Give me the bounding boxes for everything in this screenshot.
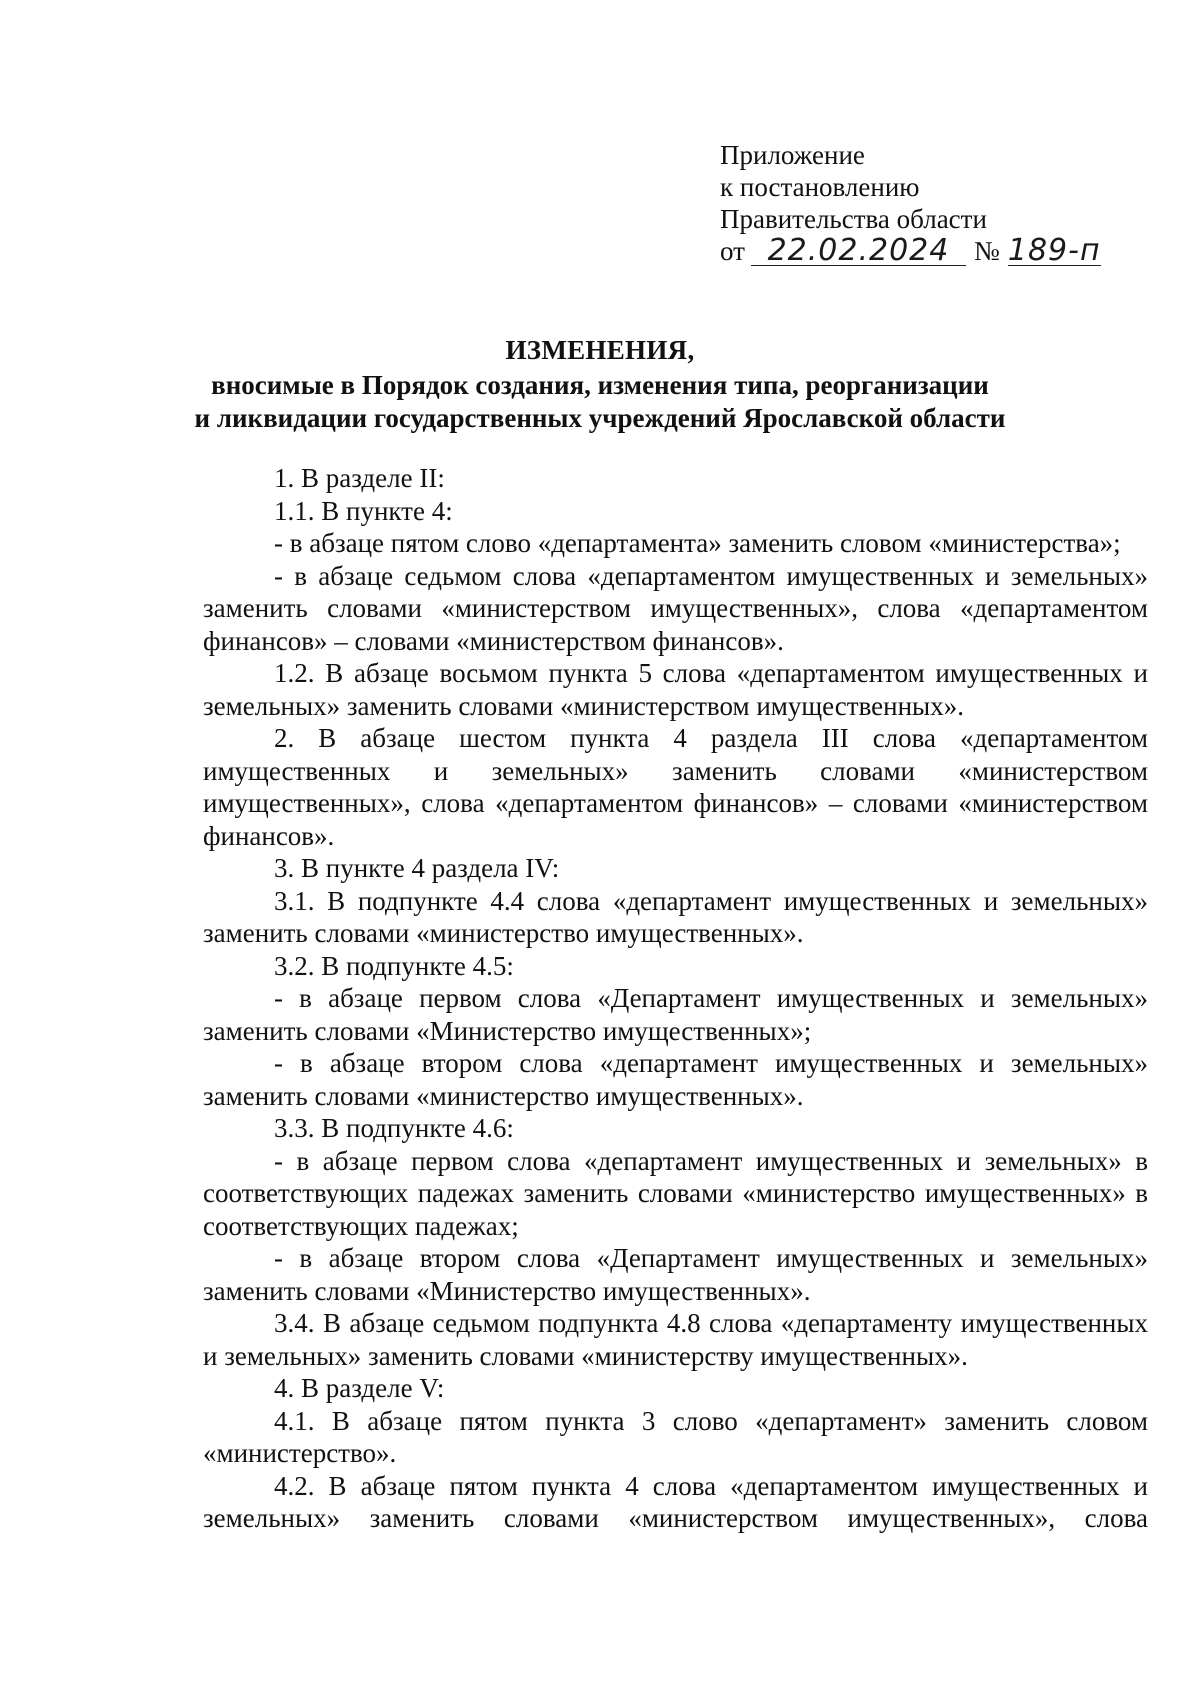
document-subtitle-line-1: вносимые в Порядок создания, изменения типа, реорганизации: [211, 370, 989, 400]
paragraph-3-4: 3.4. В абзаце седьмом подпункта 4.8 слова «департаменту имущественных и земельных» заменить словами «министерству имущественных».: [203, 1308, 1148, 1371]
paragraph-3-2-b: - в абзаце втором слова «департамент имущественных и земельных» заменить словами «министерство имущественных».: [203, 1048, 1148, 1111]
number-sign: №: [973, 236, 1000, 266]
approval-line-appendix: Приложение: [720, 140, 865, 170]
document-body: [203, 462, 1148, 1535]
document-subtitle-line-2: и ликвидации государственных учреждений Ярославской области: [194, 403, 1006, 433]
paragraph-3-3-a: - в абзаце первом слова «департамент имущественных и земельных» в соответствующих падежах заменить словами «министерство имущественных» в соответствующих падежах;: [203, 1145, 1148, 1241]
paragraph-3-1: 3.1. В подпункте 4.4 слова «департамент имущественных и земельных» заменить словами «министерство имущественных».: [203, 885, 1148, 948]
paragraph-3-3: 3.3. В подпункте 4.6:: [274, 1113, 514, 1143]
handwritten-number: 189-п: [1007, 233, 1101, 268]
document-title-block: [150, 334, 1050, 435]
paragraph-3: 3. В пункте 4 раздела IV:: [274, 853, 560, 883]
approval-line-resolution: к постановлению: [720, 172, 920, 202]
document-title: ИЗМЕНЕНИЯ,: [505, 335, 695, 365]
paragraph-4: 4. В разделе V:: [274, 1373, 445, 1403]
approval-date-line: [720, 235, 1101, 269]
date-prefix: от: [720, 236, 745, 266]
approval-block: [720, 139, 1101, 269]
paragraph-3-3-b: - в абзаце втором слова «Департамент имущественных и земельных» заменить словами «Министерство имущественных».: [203, 1243, 1148, 1306]
paragraph-4-1: 4.1. В абзаце пятом пункта 3 слово «департамент» заменить словом «министерство».: [203, 1405, 1148, 1468]
paragraph-1-1-b: - в абзаце седьмом слова «департаментом имущественных и земельных» заменить словами «министерством имущественных», слова «департаментом финансов» – словами «министерством финансов».: [203, 560, 1148, 656]
paragraph-3-2-a: - в абзаце первом слова «Департамент имущественных и земельных» заменить словами «Министерство имущественных»;: [203, 983, 1148, 1046]
handwritten-date: 22.02.2024: [751, 237, 966, 266]
approval-line-government: Правительства области: [720, 204, 987, 234]
paragraph-1-2: 1.2. В абзаце восьмом пункта 5 слова «департаментом имущественных и земельных» заменить словами «министерством имущественных».: [203, 658, 1148, 721]
paragraph-4-2: 4.2. В абзаце пятом пункта 4 слова «департаментом имущественных и земельных» заменить словами «министерством имущественных», слова: [203, 1470, 1148, 1533]
paragraph-1-1-a: - в абзаце пятом слово «департамента» заменить словом «министерства»;: [274, 528, 1121, 558]
paragraph-1: 1. В разделе II:: [274, 463, 445, 493]
paragraph-2: 2. В абзаце шестом пункта 4 раздела III слова «департаментом имущественных и земельных» заменить словами «министерством имущественных», слова «департаментом финансов» – словами «министерством финансов».: [203, 723, 1148, 851]
paragraph-3-2: 3.2. В подпункте 4.5:: [274, 950, 514, 981]
paragraph-1-1: 1.1. В пункте 4:: [274, 495, 453, 526]
